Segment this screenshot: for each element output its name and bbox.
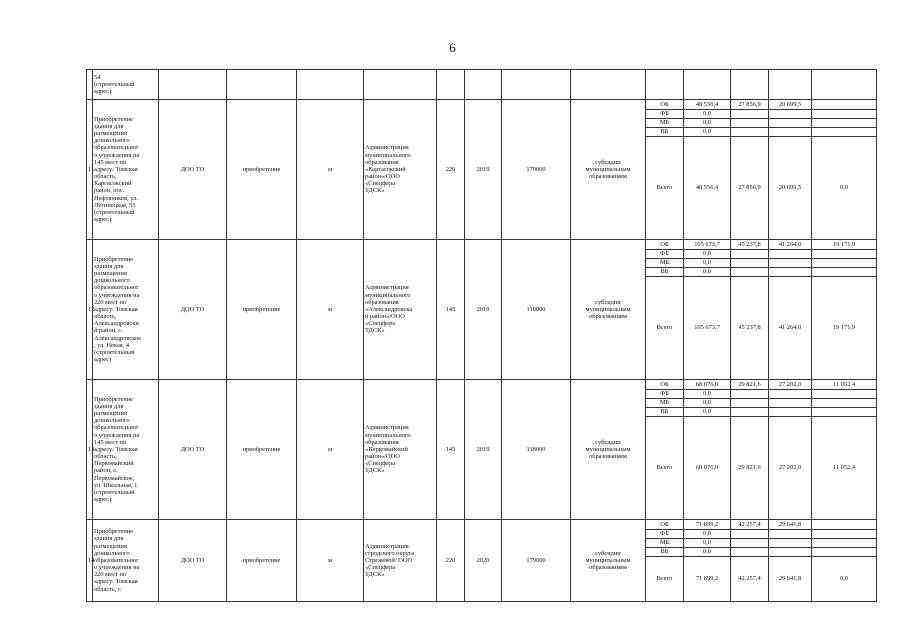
source-name-text: Всего [656, 184, 673, 192]
source-total-text: 0,0 [703, 119, 711, 127]
source-year3 [812, 119, 877, 128]
source-total [684, 390, 731, 399]
price-cell-text: 179000 [526, 556, 546, 564]
source-name [646, 250, 684, 259]
year-cell-text: 2019 [476, 165, 490, 173]
source-total-text: 0,0 [703, 250, 711, 258]
year-cell-text: 2019 [476, 305, 490, 313]
price-cell [502, 240, 571, 380]
table-row [87, 380, 877, 390]
source-year3-text: 11 052,4 [832, 464, 856, 472]
price-cell [502, 520, 571, 602]
source-year2 [769, 548, 812, 557]
customer-cell [159, 520, 227, 602]
object-address-text: Приобретение здания для размещения дошкольного образовательног о учреждения на 220 мест по адресу: Томская область, г. [94, 528, 140, 593]
method-cell-text: приобретение [242, 556, 281, 564]
year-cell [465, 100, 502, 240]
source-year2 [769, 137, 812, 240]
source-year1 [731, 268, 769, 277]
source-name-text: ОБ [660, 100, 669, 108]
row-number-text: 11 [88, 165, 95, 173]
source-year2 [769, 240, 812, 250]
source-year3 [812, 250, 877, 259]
source-year1 [731, 408, 769, 417]
source-name [646, 417, 684, 520]
source-year2-text: 41 264,0 [778, 240, 802, 248]
price-cell-text: 179000 [526, 165, 546, 173]
source-name [646, 530, 684, 539]
source-name [646, 110, 684, 119]
source-name-text: ВБ [660, 268, 669, 276]
organization-cell [364, 100, 437, 240]
continuation-text: 54 (строительный адрес) [94, 73, 135, 96]
price-cell-text: 118000 [526, 305, 546, 313]
source-year2 [769, 557, 812, 602]
source-total [684, 119, 731, 128]
source-total-text: 0,0 [703, 110, 711, 118]
source-total [684, 110, 731, 119]
unit-cell [297, 380, 364, 520]
method-cell [227, 380, 297, 520]
source-year1 [731, 380, 769, 390]
fund-type-cell-text: субсидии муниципальным образованиям [585, 298, 631, 321]
source-name [646, 557, 684, 602]
source-total-text: 0,0 [703, 530, 711, 538]
source-year2 [769, 250, 812, 259]
source-year3-text: 0,0 [840, 575, 848, 583]
source-total-text: 0,0 [703, 399, 711, 407]
source-total-text: 68 076,0 [695, 380, 719, 388]
year-cell [465, 520, 502, 602]
object-address [93, 240, 159, 380]
method-cell-text: приобретение [242, 445, 281, 453]
source-year1 [731, 530, 769, 539]
source-name [646, 259, 684, 268]
table-cell [812, 70, 877, 100]
table-cell [297, 70, 364, 100]
customer-cell-text: ДОО ТО [180, 445, 205, 453]
continuation-address [93, 70, 159, 100]
capacity-cell [437, 100, 465, 240]
source-year2 [769, 417, 812, 520]
source-total [684, 557, 731, 602]
source-total [684, 259, 731, 268]
table-cell [437, 70, 465, 100]
source-total [684, 240, 731, 250]
source-total [684, 408, 731, 417]
source-total [684, 100, 731, 110]
method-cell [227, 100, 297, 240]
table-cell [646, 70, 684, 100]
source-year1-text: 45 237,8 [738, 240, 761, 248]
fund-type-cell-text: субсидии муниципальным образованиям [585, 158, 631, 181]
source-total-text: 0,0 [703, 408, 711, 416]
source-year2 [769, 520, 812, 530]
source-year1 [731, 100, 769, 110]
source-year3 [812, 399, 877, 408]
source-year3-text: 11 052,4 [832, 380, 856, 388]
capacity-cell [437, 380, 465, 520]
source-name [646, 137, 684, 240]
source-year2 [769, 380, 812, 390]
source-year2-text: 20 699,5 [778, 184, 802, 192]
capacity-cell-text: 220 [445, 556, 456, 564]
source-year1 [731, 539, 769, 548]
capacity-cell-text: 145 [445, 445, 456, 453]
fund-type-cell [571, 520, 646, 602]
customer-cell-text: ДОО ТО [180, 556, 205, 564]
source-year3 [812, 390, 877, 399]
source-total [684, 268, 731, 277]
organization-cell-text: Администрация городского округа Стрежевой/ ООО «Спецфера ТДСК» [365, 542, 415, 579]
source-year3 [812, 380, 877, 390]
source-year3 [812, 128, 877, 137]
source-total-text: 0,0 [703, 390, 711, 398]
source-name-text: ФБ [660, 530, 669, 538]
source-year1 [731, 128, 769, 137]
source-total [684, 399, 731, 408]
source-name-text: ВБ [660, 548, 669, 556]
source-total [684, 417, 731, 520]
table-row [87, 520, 877, 530]
source-total-text: 105 673,7 [694, 240, 720, 248]
source-name-text: МБ [659, 119, 670, 127]
source-year2 [769, 128, 812, 137]
capacity-cell [437, 240, 465, 380]
source-name-text: ОБ [660, 240, 669, 248]
source-year3-text: 19 171,9 [832, 240, 856, 248]
source-year1 [731, 277, 769, 380]
source-year3 [812, 539, 877, 548]
source-year1 [731, 240, 769, 250]
row-number-text: 14 [88, 556, 95, 564]
source-total-text: 0,0 [703, 259, 711, 267]
source-year2 [769, 277, 812, 380]
source-total-text: 68 076,0 [695, 464, 719, 472]
source-total-text: 71 899,2 [695, 520, 719, 528]
source-total-text: 0,0 [703, 268, 711, 276]
source-year1-text: 42 257,4 [738, 520, 761, 528]
year-cell-text: 2020 [476, 556, 490, 564]
source-name-text: Всего [656, 464, 673, 472]
object-address [93, 100, 159, 240]
source-year3 [812, 268, 877, 277]
source-year2 [769, 399, 812, 408]
source-year3 [812, 277, 877, 380]
source-name [646, 520, 684, 530]
source-name [646, 119, 684, 128]
source-total [684, 548, 731, 557]
table-cell [159, 70, 227, 100]
source-year2 [769, 119, 812, 128]
source-year1-text: 42 257,4 [738, 575, 761, 583]
source-year2-text: 20 699,5 [778, 100, 802, 108]
source-name-text: ВБ [660, 408, 669, 416]
source-year1 [731, 110, 769, 119]
table-cell [364, 70, 437, 100]
year-cell [465, 380, 502, 520]
source-year1-text: 45 237,8 [738, 324, 761, 332]
investment-table [86, 69, 877, 602]
source-name-text: МБ [659, 399, 670, 407]
source-year1 [731, 520, 769, 530]
customer-cell [159, 240, 227, 380]
source-year3 [812, 520, 877, 530]
source-total-text: 0,0 [703, 128, 711, 136]
table-cell [684, 70, 731, 100]
table-cell [731, 70, 769, 100]
source-year1-text: 27 856,9 [738, 184, 761, 192]
table-body [87, 70, 877, 602]
source-name-text: ВБ [660, 128, 669, 136]
source-total-text: 0,0 [703, 548, 711, 556]
source-total [684, 539, 731, 548]
source-total-text: 105 673,7 [694, 324, 720, 332]
source-year2-text: 29 641,8 [778, 520, 802, 528]
unit-cell [297, 520, 364, 602]
organization-cell [364, 520, 437, 602]
unit-cell-text: м [327, 445, 333, 453]
source-year1 [731, 557, 769, 602]
table-cell [769, 70, 812, 100]
row-number-text: 13 [88, 445, 95, 453]
source-name-text: Всего [656, 324, 673, 332]
customer-cell-text: ДОО ТО [180, 305, 205, 313]
continuation-row [87, 70, 877, 100]
source-total [684, 128, 731, 137]
customer-cell [159, 380, 227, 520]
fund-type-cell [571, 100, 646, 240]
unit-cell [297, 100, 364, 240]
source-year3 [812, 557, 877, 602]
method-cell [227, 520, 297, 602]
fund-type-cell-text: субсидии муниципальным образованиям [585, 438, 631, 461]
table-cell [465, 70, 502, 100]
source-name-text: ФБ [660, 110, 669, 118]
source-year1 [731, 548, 769, 557]
source-name [646, 390, 684, 399]
source-year1-text: 27 856,9 [738, 100, 761, 108]
object-address-text: Приобретение здания для размещения дошкольного образовательног о учреждения на 145 мест по адресу: Томская область, Каргасокский район, пос. Нефтяников, ул. Лугинецкая, 55 (строительный адрес) [94, 115, 140, 224]
source-name [646, 399, 684, 408]
source-total [684, 277, 731, 380]
organization-cell-text: Администрация муниципального образования «Каргасокский район»/ООО «Спецфера ТДСК» [365, 144, 411, 195]
source-year3 [812, 259, 877, 268]
table-cell [571, 70, 646, 100]
capacity-cell [437, 520, 465, 602]
source-total [684, 520, 731, 530]
organization-cell-text: Администрация муниципального образования «Первомайский район»/ООО «Спецфера ТДСК» [365, 424, 411, 475]
price-cell-text: 118000 [526, 445, 546, 453]
source-year2-text: 41 264,0 [778, 324, 802, 332]
source-year2 [769, 110, 812, 119]
organization-cell [364, 240, 437, 380]
method-cell-text: приобретение [242, 165, 281, 173]
organization-cell [364, 380, 437, 520]
source-year1 [731, 137, 769, 240]
price-cell [502, 100, 571, 240]
fund-type-cell [571, 380, 646, 520]
source-year2 [769, 408, 812, 417]
year-cell-text: 2019 [476, 445, 490, 453]
source-year1 [731, 119, 769, 128]
unit-cell-text: м [327, 305, 333, 313]
source-name [646, 408, 684, 417]
source-year3 [812, 417, 877, 520]
table-cell [227, 70, 297, 100]
customer-cell-text: ДОО ТО [180, 165, 205, 173]
page-number: 6 [449, 40, 456, 55]
source-year1-text: 29 821,6 [738, 464, 761, 472]
source-name [646, 100, 684, 110]
source-year3 [812, 530, 877, 539]
source-total [684, 530, 731, 539]
source-name-text: Всего [656, 575, 673, 583]
source-name [646, 539, 684, 548]
source-name [646, 240, 684, 250]
source-name [646, 277, 684, 380]
source-year2-text: 27 202,0 [778, 380, 802, 388]
source-total [684, 250, 731, 259]
source-name-text: ФБ [660, 250, 669, 258]
source-year1 [731, 390, 769, 399]
year-cell [465, 240, 502, 380]
source-name-text: ФБ [660, 390, 669, 398]
source-year1 [731, 399, 769, 408]
source-name-text: МБ [659, 539, 670, 547]
source-total [684, 137, 731, 240]
table-row [87, 100, 877, 110]
source-year2 [769, 530, 812, 539]
source-year2 [769, 390, 812, 399]
object-address-text: Приобретение здания для размещения дошкольного образовательног о учреждения на 145 мест по адресу: Томская область, Первомайский район, с. Первомайское, ул. Школьная, 1 (строительный адрес) [94, 395, 140, 504]
object-address-text: Приобретение здания для размещения дошкольного образовательног о учреждения на 220 мест по адресу: Томская область, Александровски й район, с. Александровское , ул. Некая, 4 (строительный адрес) [94, 255, 142, 364]
object-address [93, 520, 159, 602]
source-name [646, 548, 684, 557]
source-name [646, 128, 684, 137]
unit-cell [297, 240, 364, 380]
source-year3 [812, 548, 877, 557]
method-cell [227, 240, 297, 380]
source-year3 [812, 408, 877, 417]
unit-cell-text: м [327, 556, 333, 564]
price-cell [502, 380, 571, 520]
method-cell-text: приобретение [242, 305, 281, 313]
source-total-text: 71 899,2 [695, 575, 719, 583]
source-name-text: ОБ [660, 380, 669, 388]
source-year2-text: 29 641,8 [778, 575, 802, 583]
source-total-text: 48 556,4 [695, 184, 719, 192]
capacity-cell-text: 220 [445, 165, 456, 173]
source-year2 [769, 259, 812, 268]
source-year2 [769, 539, 812, 548]
source-year1 [731, 259, 769, 268]
fund-type-cell-text: субсидии муниципальным образованиям [585, 549, 631, 572]
customer-cell [159, 100, 227, 240]
source-name-text: ОБ [660, 520, 669, 528]
table-row [87, 240, 877, 250]
source-year2-text: 27 202,0 [778, 464, 802, 472]
source-year1 [731, 250, 769, 259]
source-year3 [812, 240, 877, 250]
object-address [93, 380, 159, 520]
source-year3-text: 19 171,9 [832, 324, 856, 332]
source-total [684, 380, 731, 390]
row-number-text: 12 [88, 305, 95, 313]
source-year3 [812, 110, 877, 119]
source-name-text: МБ [659, 259, 670, 267]
capacity-cell-text: 145 [445, 305, 456, 313]
source-name [646, 380, 684, 390]
unit-cell-text: м [327, 165, 333, 173]
source-name [646, 268, 684, 277]
source-year1 [731, 417, 769, 520]
source-total-text: 48 556,4 [695, 100, 719, 108]
source-year1-text: 29 821,6 [738, 380, 761, 388]
table-cell [502, 70, 571, 100]
fund-type-cell [571, 240, 646, 380]
source-year3 [812, 137, 877, 240]
organization-cell-text: Администрация муниципального образования «Александровска й район»/ООО «Спецфера ТДСК» [365, 284, 413, 335]
source-year2 [769, 268, 812, 277]
source-year3 [812, 100, 877, 110]
source-total-text: 0,0 [703, 539, 711, 547]
source-year3-text: 0,0 [840, 184, 848, 192]
source-year2 [769, 100, 812, 110]
